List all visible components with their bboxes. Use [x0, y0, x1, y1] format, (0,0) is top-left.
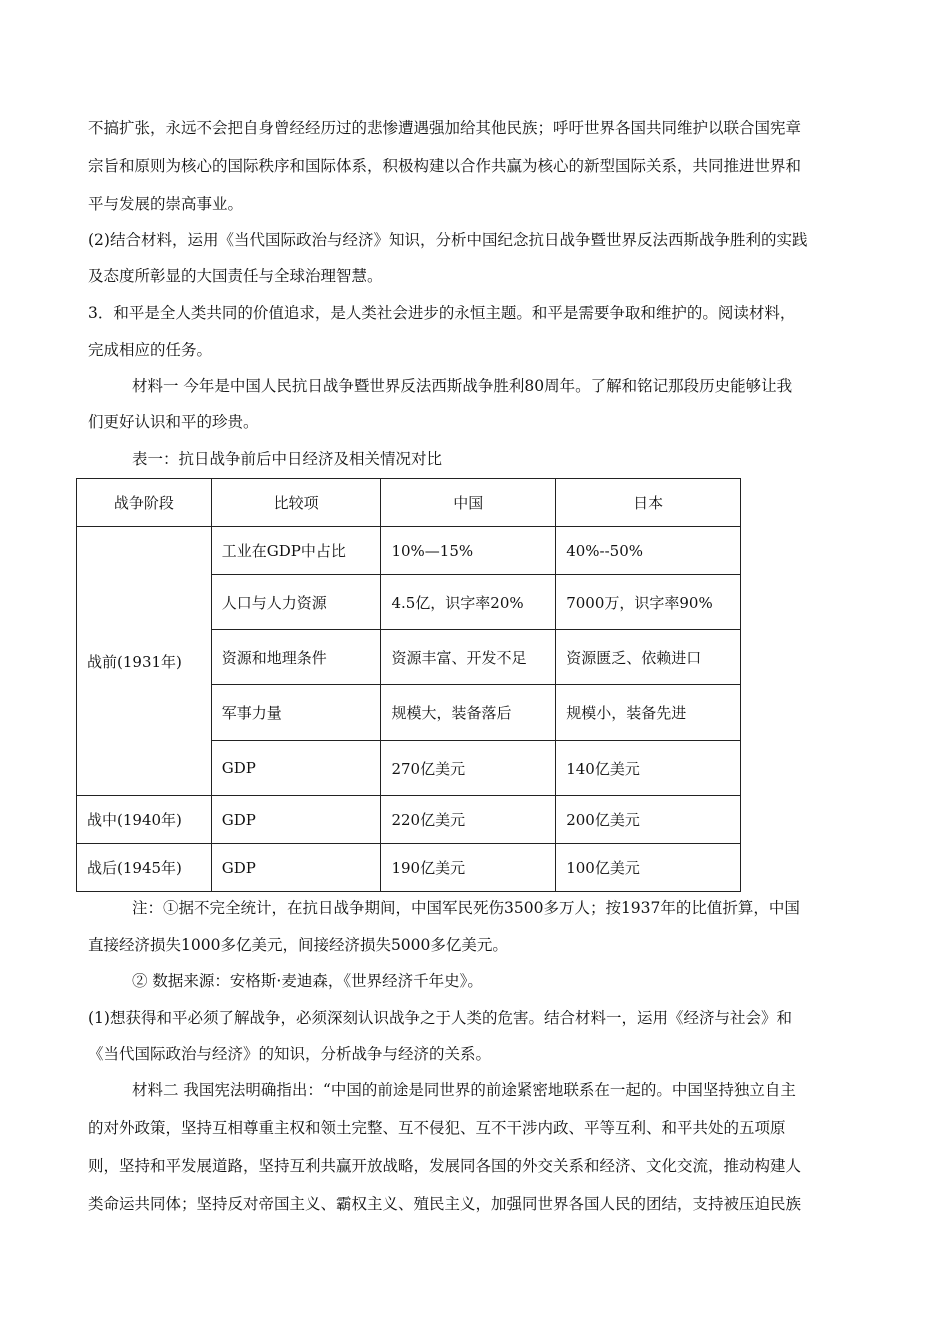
- cell-china: 4.5亿，识字率20%: [381, 575, 556, 630]
- cell-china: 270亿美元: [381, 741, 556, 796]
- cell-japan: 140亿美元: [556, 741, 741, 796]
- cell-item: GDP: [211, 741, 381, 796]
- header-item: 比较项: [211, 479, 381, 527]
- cell-china: 220亿美元: [381, 796, 556, 844]
- data-source-line: ② 数据来源：安格斯·麦迪森，《世界经济千年史》。: [132, 972, 483, 990]
- table-header-row: [77, 479, 741, 527]
- cell-china: 190亿美元: [381, 844, 556, 892]
- header-china: 中国: [381, 479, 556, 527]
- paragraph-line: 平与发展的崇高事业。: [88, 195, 244, 213]
- header-japan: 日本: [556, 479, 741, 527]
- cell-china: 资源丰富、开发不足: [381, 630, 556, 685]
- cell-item: 人口与人力资源: [211, 575, 381, 630]
- material-1-line: 材料一 今年是中国人民抗日战争暨世界反法西斯战争胜利80周年。了解和铭记那段历史能够让我: [132, 377, 793, 395]
- cell-china: 规模大，装备落后: [381, 685, 556, 741]
- header-stage: 战争阶段: [77, 479, 212, 527]
- cell-item: 工业在GDP中占比: [211, 527, 381, 575]
- cell-china: 10%—15%: [381, 527, 556, 575]
- question-2-2-line: 及态度所彰显的大国责任与全球治理智慧。: [88, 267, 383, 285]
- material-2-line: 的对外政策，坚持互相尊重主权和领土完整、互不侵犯、互不干涉内政、平等互利、和平共处的五项原: [88, 1119, 786, 1137]
- cell-japan: 200亿美元: [556, 796, 741, 844]
- material-2-line: 则，坚持和平发展道路，坚持互利共赢开放战略，发展同各国的外交关系和经济、文化交流，推动构建人: [88, 1157, 802, 1175]
- paragraph-line: 宗旨和原则为核心的国际秩序和国际体系，积极构建以合作共赢为核心的新型国际关系，共同推进世界和: [88, 157, 802, 175]
- question-2-2-line: (2)结合材料，运用《当代国际政治与经济》知识，分析中国纪念抗日战争暨世界反法西斯战争胜利的实践: [88, 231, 808, 249]
- cell-item: GDP: [211, 844, 381, 892]
- cell-item: 军事力量: [211, 685, 381, 741]
- question-3-line: 完成相应的任务。: [88, 341, 213, 359]
- table-row: [77, 844, 741, 892]
- table-row: [77, 796, 741, 844]
- cell-japan: 规模小，装备先进: [556, 685, 741, 741]
- cell-item: GDP: [211, 796, 381, 844]
- stage-wartime: 战中(1940年): [77, 796, 212, 844]
- stage-prewar: 战前(1931年): [77, 527, 212, 796]
- table-note-line: 注：①据不完全统计，在抗日战争期间，中国军民死伤3500多万人；按1937年的比值折算，中国: [132, 899, 800, 917]
- question-3-1-line: 《当代国际政治与经济》的知识，分析战争与经济的关系。: [88, 1045, 492, 1063]
- comparison-table: [76, 478, 741, 892]
- cell-japan: 资源匮乏、依赖进口: [556, 630, 741, 685]
- table-row: [77, 527, 741, 575]
- cell-japan: 40%--50%: [556, 527, 741, 575]
- material-2-line: 类命运共同体；坚持反对帝国主义、霸权主义、殖民主义，加强同世界各国人民的团结，支持被压迫民族: [88, 1195, 802, 1213]
- stage-postwar: 战后(1945年): [77, 844, 212, 892]
- paragraph-line: 不搞扩张，永远不会把自身曾经经历过的悲惨遭遇强加给其他民族；呼吁世界各国共同维护以联合国宪章: [88, 119, 802, 137]
- cell-japan: 100亿美元: [556, 844, 741, 892]
- cell-japan: 7000万，识字率90%: [556, 575, 741, 630]
- material-1-line: 们更好认识和平的珍贵。: [88, 413, 259, 431]
- question-3-line: 3．和平是全人类共同的价值追求，是人类社会进步的永恒主题。和平是需要争取和维护的。阅读材料，: [88, 304, 796, 322]
- cell-item: 资源和地理条件: [211, 630, 381, 685]
- question-3-1-line: (1)想获得和平必须了解战争，必须深刻认识战争之于人类的危害。结合材料一，运用《经济与社会》和: [88, 1009, 792, 1027]
- table-caption: 表一：抗日战争前后中日经济及相关情况对比: [132, 450, 443, 468]
- table-note-line: 直接经济损失1000多亿美元，间接经济损失5000多亿美元。: [88, 936, 508, 954]
- material-2-line: 材料二 我国宪法明确指出：“中国的前途是同世界的前途紧密地联系在一起的。中国坚持独立自主: [132, 1081, 796, 1099]
